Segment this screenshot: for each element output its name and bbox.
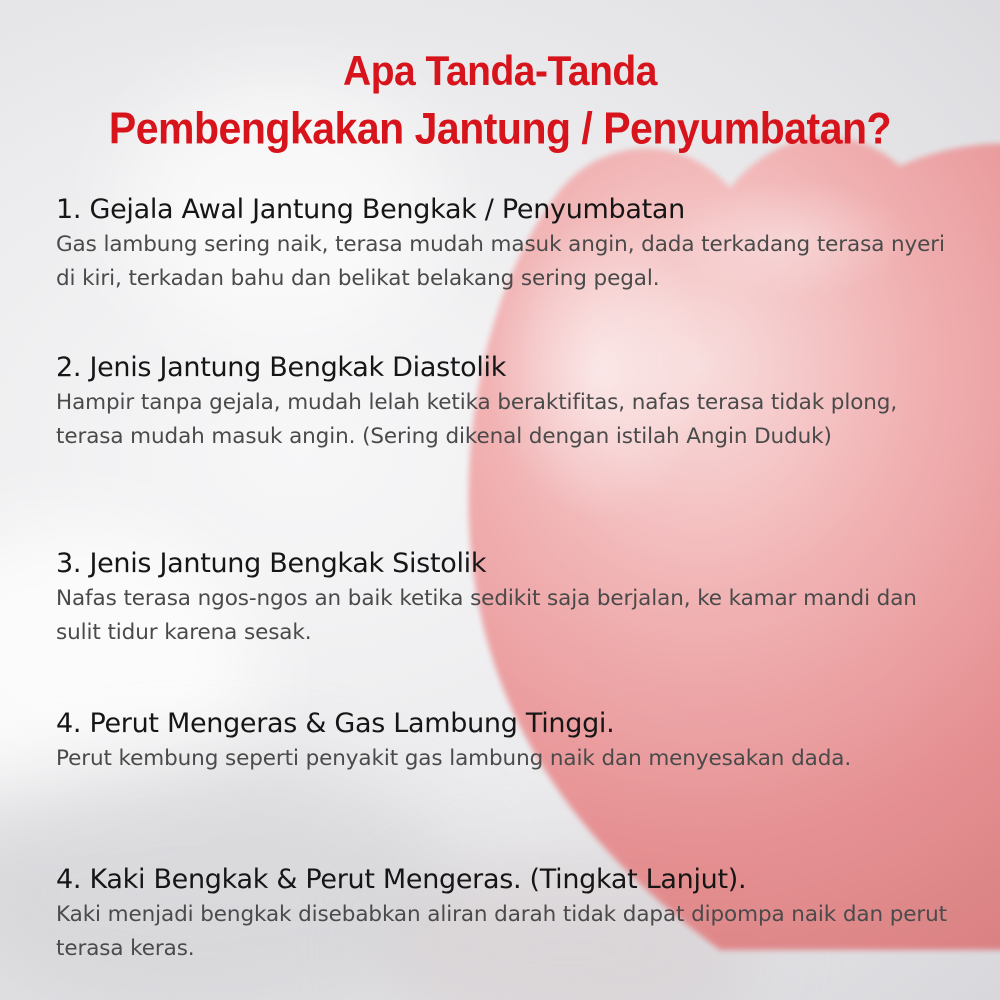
symptom-section-1 <box>56 192 966 296</box>
symptom-section-2 <box>56 350 966 454</box>
section-body: Perut kembung seperti penyakit gas lambung naik dan menyesakan dada. <box>56 746 852 771</box>
section-body: Hampir tanpa gejala, mudah lelah ketika beraktifitas, nafas terasa tidak plong, terasa mudah masuk angin. (Sering dikenal dengan istilah Angin Duduk) <box>56 390 898 449</box>
symptom-section-5 <box>56 862 966 966</box>
section-body: Kaki menjadi bengkak disebabkan aliran darah tidak dapat dipompa naik dan perut terasa keras. <box>56 902 948 961</box>
symptom-section-3 <box>56 546 966 650</box>
title-line-2: Pembengkakan Jantung / Penyumbatan? <box>108 103 892 154</box>
section-body: Nafas terasa ngos-ngos an baik ketika sedikit saja berjalan, ke kamar mandi dan sulit tidur karena sesak. <box>56 586 917 645</box>
page-title <box>0 44 1000 156</box>
section-heading: 4. Perut Mengeras & Gas Lambung Tinggi. <box>56 708 615 739</box>
title-line-1: Apa Tanda-Tanda <box>343 48 657 95</box>
section-heading: 4. Kaki Bengkak & Perut Mengeras. (Tingkat Lanjut). <box>56 864 747 895</box>
section-heading: 3. Jenis Jantung Bengkak Sistolik <box>56 548 487 579</box>
symptom-section-4 <box>56 706 966 776</box>
section-heading: 1. Gejala Awal Jantung Bengkak / Penyumbatan <box>56 194 685 225</box>
section-body: Gas lambung sering naik, terasa mudah masuk angin, dada terkadang terasa nyeri di kiri, terkadan bahu dan belikat belakang sering pegal. <box>56 232 945 291</box>
section-heading: 2. Jenis Jantung Bengkak Diastolik <box>56 352 507 383</box>
